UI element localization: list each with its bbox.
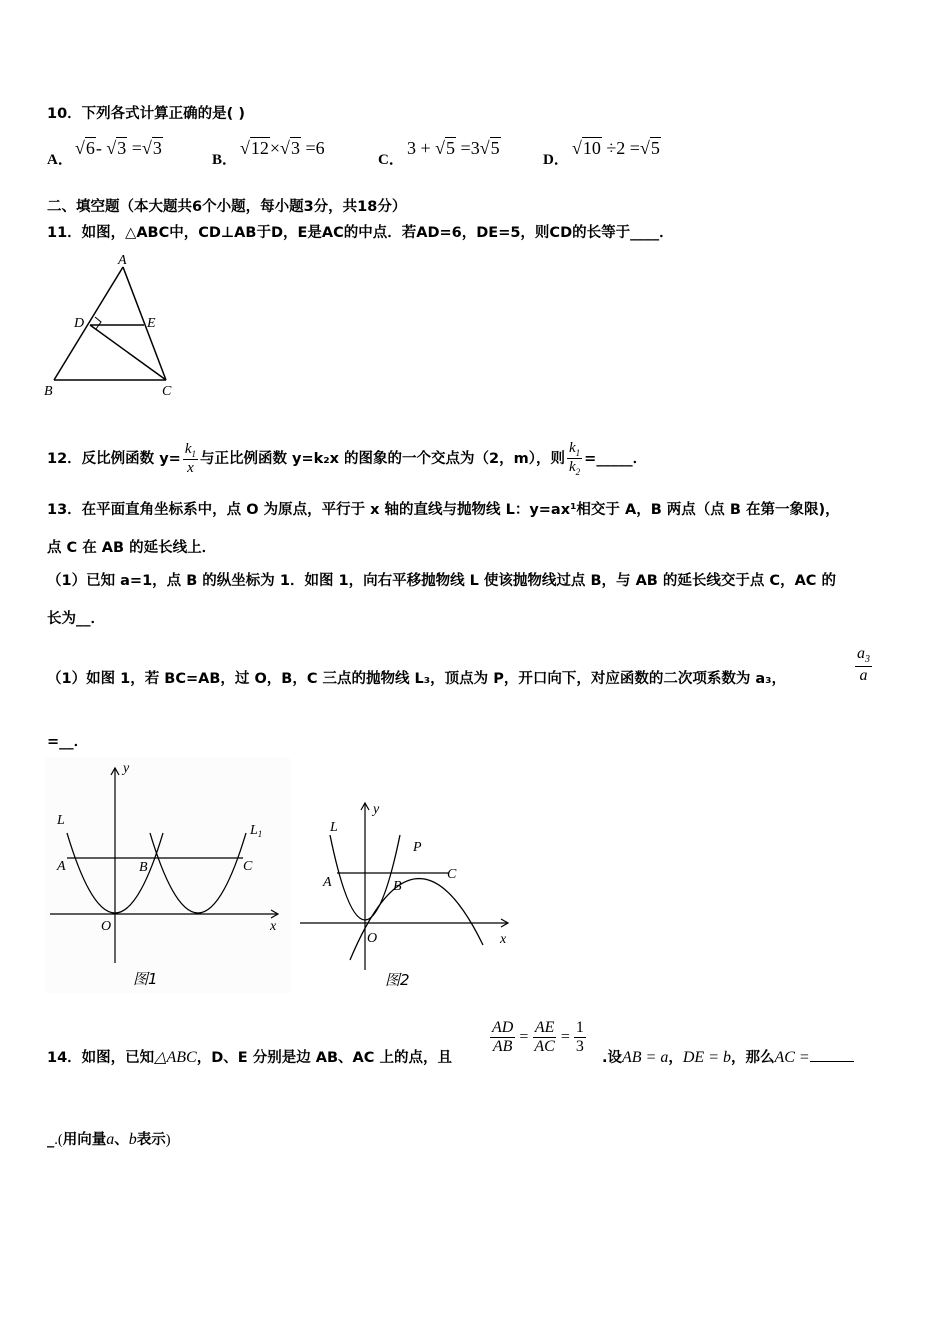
fig1-label-o: O	[101, 919, 112, 934]
fig2-caption: 图2	[385, 971, 410, 989]
q14-dun: 、	[114, 1132, 129, 1148]
label-d: D	[74, 316, 85, 331]
q13-line1: 13．在平面直角坐标系中，点 O 为原点，平行于 x 轴的直线与抛物线 L：y=ax¹相交于 A，B 两点（点 B 在第一象限)，	[47, 502, 840, 518]
fig2-label-x: x	[500, 932, 507, 947]
q14-line2-prefix: _	[47, 1132, 55, 1148]
q14-separator: ，	[668, 1050, 683, 1066]
q13-part2-line2: =__．	[47, 734, 89, 750]
q10-option-a-expr: √6- √3 =√3	[75, 138, 162, 158]
q12-fraction-1: $\frac{k_1}{x}$	[184, 440, 196, 476]
q14-line2	[47, 1128, 171, 1149]
label-a: A	[118, 253, 127, 268]
fig2-label-a: A	[323, 875, 332, 890]
q12-prefix: 12．反比例函数 y=	[47, 450, 181, 467]
q12-text	[47, 440, 647, 478]
fig1-label-b: B	[139, 860, 148, 875]
q13-line2: 点 C 在 AB 的延长线上．	[47, 540, 217, 556]
side-ac	[123, 267, 166, 380]
fig2-label-l: L	[330, 820, 338, 835]
parabola-l3	[350, 879, 483, 960]
q14-vector-b: b	[128, 1131, 137, 1148]
q14-triangle: △ABC	[154, 1049, 197, 1066]
q14-text3: ，那么	[730, 1050, 775, 1066]
fig1-label-l1: $L_1$	[250, 823, 263, 839]
fig1-label-a: A	[57, 859, 66, 874]
q10-stem: 10．下列各式计算正确的是( )	[47, 106, 245, 122]
q10-option-a-label: A．	[47, 152, 73, 168]
q14-fraction-ad-ab: $\frac{AD}{AB}$	[492, 1019, 514, 1056]
q14-ratio-equation: $\frac{AD}{AB}$ = $\frac{AE}{AC}$ = $\frac{1}{3}$	[492, 1019, 584, 1056]
q13-figure-1	[45, 758, 290, 993]
q12-middle: 与正比例函数 y=k₂x 的图象的一个交点为（2，m），则	[200, 450, 565, 467]
q14-vector-ac: AC =	[774, 1049, 810, 1066]
q14-vector-ab: AB = a	[622, 1049, 669, 1066]
right-angle-mark	[95, 317, 101, 329]
fig1-label-y: y	[123, 761, 130, 776]
q13-part2-fraction: $\frac{a_3}{a}$	[857, 645, 870, 684]
fig2-label-p: P	[413, 840, 422, 855]
q14-fraction-ae-ac: $\frac{AE}{AC}$	[534, 1019, 555, 1056]
q12-fraction-2: $\frac{k_1}{k_2}$	[569, 440, 581, 478]
fig1-label-x: x	[270, 919, 277, 934]
q14-text1: ，D、E 分别是边 AB、AC 上的点，且	[196, 1050, 452, 1066]
q10-option-c-expr: 3 + √5 =3√5	[407, 138, 500, 158]
fig2-label-o: O	[367, 931, 378, 946]
q11-stem: 11．如图，△ABC中，CD⊥AB于D，E是AC的中点．若AD=6，DE=5，则CD的长等于____．	[47, 225, 674, 241]
q14-text2: 设	[607, 1050, 623, 1066]
q10-option-d-expr: √10 ÷2 =√5	[572, 138, 660, 158]
fig2-label-b: B	[393, 879, 402, 894]
label-b: B	[44, 384, 53, 399]
q11-triangle-figure	[40, 250, 190, 400]
q14-line1-tail: .设AB = a，DE = b，那么AC =	[602, 1046, 854, 1067]
q14-line1	[47, 1046, 452, 1067]
section-heading: 二、填空题（本大题共6个小题，每小题3分，共18分）	[47, 199, 407, 215]
fig1-label-l: L	[57, 813, 65, 828]
q10-option-b-label: B．	[212, 152, 238, 168]
q10-option-c-label: C．	[378, 152, 404, 168]
q14-vector-de: DE = b	[682, 1049, 731, 1066]
q14-fraction-one-third: $\frac{1}{3}$	[575, 1019, 584, 1056]
q13-part2-line1: （1）如图 1，若 BC=AB，过 O，B，C 三点的抛物线 L₃，顶点为 P，开口向下，对应函数的二次项系数为 a₃，	[47, 671, 787, 687]
fig2-label-y: y	[373, 802, 380, 817]
q14-answer-blank[interactable]	[810, 1061, 854, 1062]
segment-dc	[90, 325, 166, 380]
q14-vector-a: a	[106, 1131, 115, 1148]
q14-paren-close: )	[165, 1132, 171, 1148]
q13-part1-line1: （1）已知 a=1，点 B 的纵坐标为 1．如图 1，向右平移抛物线 L 使该抛物线过点 B，与 AB 的延长线交于点 C，AC 的	[47, 573, 836, 589]
q14-text4: 用向量	[62, 1132, 107, 1148]
label-c: C	[162, 384, 172, 399]
fig2-label-c: C	[447, 867, 457, 882]
label-e: E	[147, 316, 156, 331]
q10-option-d-label: D．	[543, 152, 569, 168]
side-ab	[54, 267, 123, 380]
q14-prefix: 14．如图，已知	[47, 1050, 155, 1066]
q14-paren-open: .(	[54, 1132, 63, 1148]
fig1-label-c: C	[243, 859, 253, 874]
fig1-caption: 图1	[133, 970, 158, 988]
q13-part1-line2: 长为__．	[47, 611, 105, 627]
q14-text5: 表示	[136, 1132, 166, 1148]
q13-figure-2	[295, 795, 520, 995]
q12-suffix: =_____．	[584, 450, 648, 467]
q10-option-b-expr: √12×√3 =6	[240, 138, 325, 158]
